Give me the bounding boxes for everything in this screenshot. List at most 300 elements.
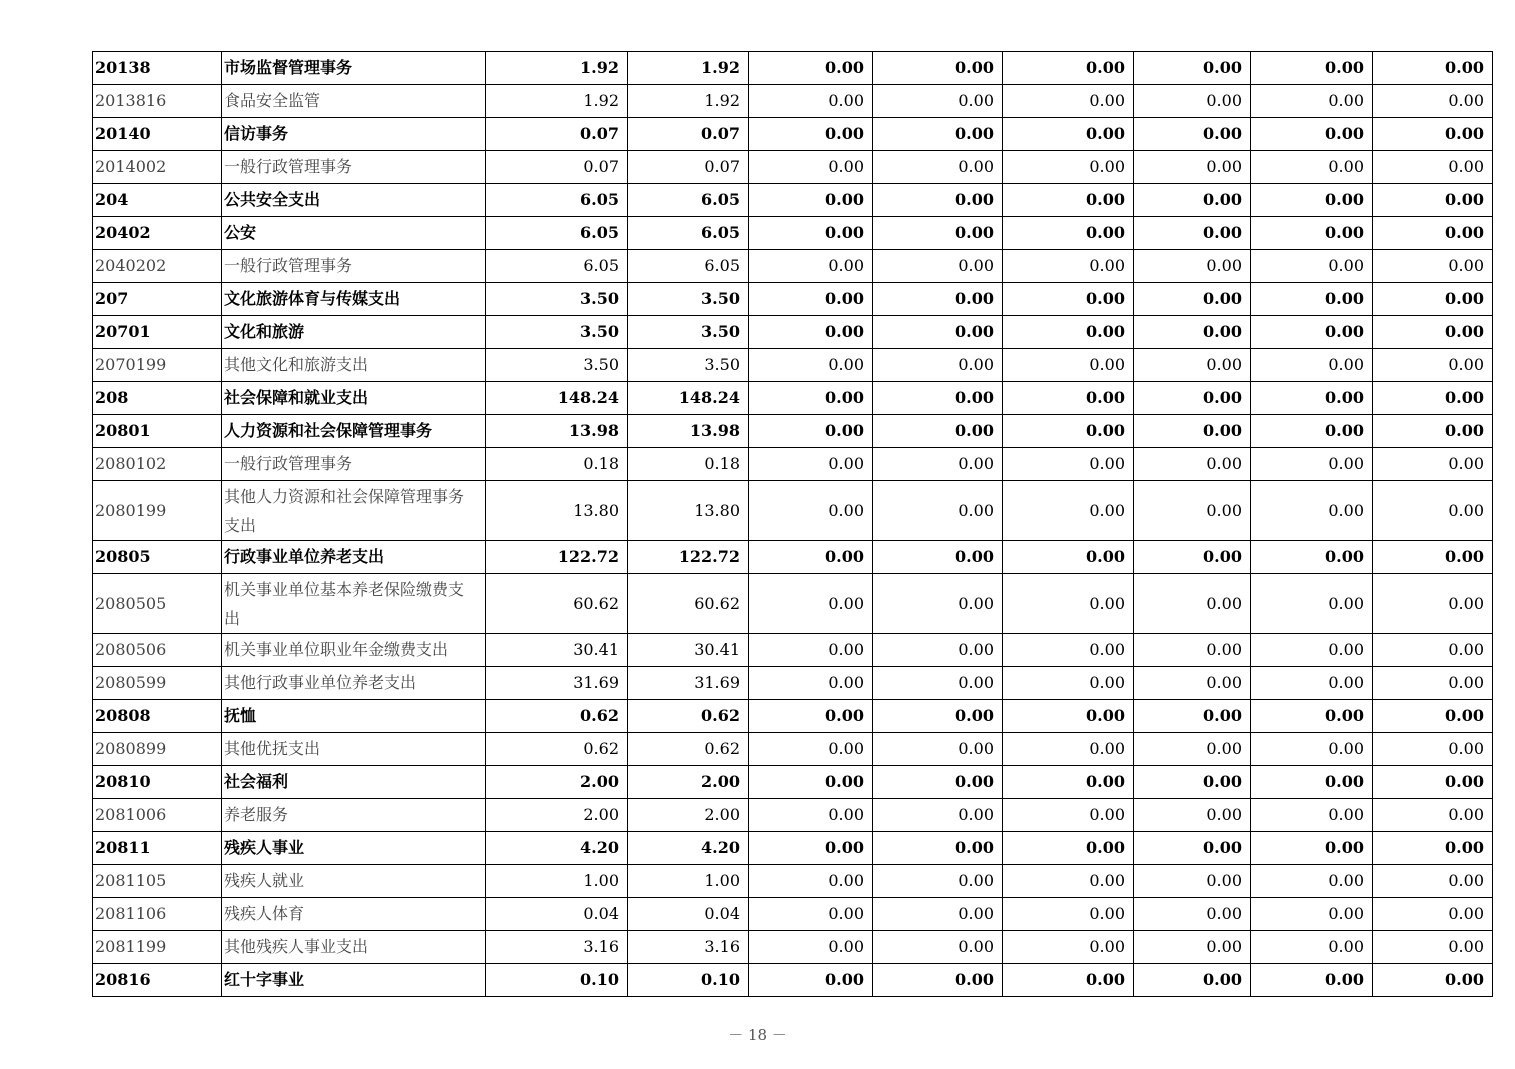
table-body — [93, 52, 1493, 997]
row-value: 0.00 — [1003, 217, 1134, 250]
row-name: 社会福利 — [222, 766, 486, 799]
row-value: 0.00 — [1373, 574, 1493, 634]
row-code: 2080102 — [93, 448, 222, 481]
row-value: 0.00 — [1134, 964, 1251, 997]
row-value: 0.00 — [1373, 898, 1493, 931]
row-code: 2080505 — [93, 574, 222, 634]
row-name: 机关事业单位基本养老保险缴费支出 — [222, 574, 486, 634]
row-value: 0.00 — [873, 250, 1003, 283]
row-value: 0.00 — [873, 898, 1003, 931]
row-value: 0.00 — [1003, 931, 1134, 964]
row-value: 30.41 — [486, 634, 628, 667]
row-value: 0.00 — [1251, 151, 1373, 184]
row-value: 0.07 — [628, 151, 749, 184]
row-name: 养老服务 — [222, 799, 486, 832]
row-value: 0.00 — [749, 151, 873, 184]
row-value: 3.50 — [628, 316, 749, 349]
row-value: 0.00 — [1373, 118, 1493, 151]
row-value: 0.00 — [749, 316, 873, 349]
row-value: 0.00 — [1134, 151, 1251, 184]
table-row — [93, 832, 1493, 865]
table-row — [93, 151, 1493, 184]
row-value: 0.00 — [749, 574, 873, 634]
row-name: 文化旅游体育与传媒支出 — [222, 283, 486, 316]
row-value: 0.00 — [1003, 541, 1134, 574]
row-value: 0.00 — [1134, 250, 1251, 283]
row-value: 0.00 — [1003, 184, 1134, 217]
row-code: 2040202 — [93, 250, 222, 283]
budget-table — [92, 51, 1493, 997]
row-value: 0.00 — [1373, 382, 1493, 415]
row-value: 0.00 — [1134, 283, 1251, 316]
row-value: 31.69 — [628, 667, 749, 700]
row-value: 0.10 — [628, 964, 749, 997]
row-value: 6.05 — [486, 250, 628, 283]
row-value: 0.00 — [1134, 898, 1251, 931]
row-value: 0.00 — [1373, 700, 1493, 733]
row-value: 0.00 — [873, 415, 1003, 448]
row-value: 0.00 — [1373, 799, 1493, 832]
row-value: 0.00 — [1134, 52, 1251, 85]
row-value: 0.00 — [1003, 349, 1134, 382]
table-row — [93, 184, 1493, 217]
row-name: 市场监督管理事务 — [222, 52, 486, 85]
row-code: 20138 — [93, 52, 222, 85]
row-value: 0.00 — [873, 574, 1003, 634]
row-value: 0.00 — [873, 931, 1003, 964]
row-value: 0.00 — [749, 52, 873, 85]
row-code: 2081106 — [93, 898, 222, 931]
row-value: 3.50 — [628, 283, 749, 316]
table-row — [93, 250, 1493, 283]
row-value: 0.18 — [628, 448, 749, 481]
row-value: 0.00 — [1373, 541, 1493, 574]
row-value: 0.00 — [749, 250, 873, 283]
row-value: 13.98 — [486, 415, 628, 448]
row-value: 0.00 — [1251, 700, 1373, 733]
row-code: 20701 — [93, 316, 222, 349]
row-value: 0.00 — [1373, 415, 1493, 448]
row-value: 0.00 — [873, 52, 1003, 85]
row-value: 0.62 — [486, 733, 628, 766]
table-row — [93, 481, 1493, 541]
row-value: 0.00 — [1134, 700, 1251, 733]
row-value: 0.00 — [1003, 898, 1134, 931]
row-value: 0.00 — [1134, 574, 1251, 634]
row-value: 0.00 — [1373, 448, 1493, 481]
row-value: 0.00 — [1003, 118, 1134, 151]
table-row — [93, 316, 1493, 349]
row-name: 其他文化和旅游支出 — [222, 349, 486, 382]
row-value: 0.00 — [1373, 250, 1493, 283]
row-value: 0.00 — [1003, 733, 1134, 766]
row-value: 0.00 — [1134, 733, 1251, 766]
row-value: 60.62 — [486, 574, 628, 634]
row-value: 0.00 — [1134, 766, 1251, 799]
row-value: 0.00 — [1134, 415, 1251, 448]
row-value: 1.92 — [628, 85, 749, 118]
row-value: 0.00 — [1003, 250, 1134, 283]
row-value: 122.72 — [486, 541, 628, 574]
row-value: 0.00 — [1251, 250, 1373, 283]
row-value: 0.00 — [1251, 415, 1373, 448]
row-value: 0.00 — [1251, 541, 1373, 574]
row-name: 信访事务 — [222, 118, 486, 151]
row-name: 公安 — [222, 217, 486, 250]
row-name: 其他残疾人事业支出 — [222, 931, 486, 964]
row-value: 0.00 — [1134, 382, 1251, 415]
row-value: 0.62 — [628, 700, 749, 733]
table-row — [93, 766, 1493, 799]
row-value: 0.10 — [486, 964, 628, 997]
row-value: 0.00 — [1003, 700, 1134, 733]
table-row — [93, 448, 1493, 481]
row-name: 红十字事业 — [222, 964, 486, 997]
row-value: 6.05 — [628, 184, 749, 217]
row-name: 社会保障和就业支出 — [222, 382, 486, 415]
row-value: 60.62 — [628, 574, 749, 634]
row-value: 0.00 — [1251, 316, 1373, 349]
table-row — [93, 700, 1493, 733]
table-row — [93, 964, 1493, 997]
row-value: 1.92 — [486, 85, 628, 118]
row-value: 0.00 — [749, 931, 873, 964]
row-value: 1.92 — [628, 52, 749, 85]
table-row — [93, 118, 1493, 151]
table-row — [93, 541, 1493, 574]
row-value: 0.00 — [1003, 766, 1134, 799]
row-value: 0.00 — [1003, 832, 1134, 865]
row-value: 0.62 — [628, 733, 749, 766]
row-code: 2080899 — [93, 733, 222, 766]
row-value: 0.00 — [873, 832, 1003, 865]
row-name: 其他优抚支出 — [222, 733, 486, 766]
table-row — [93, 349, 1493, 382]
row-value: 0.00 — [873, 184, 1003, 217]
row-value: 0.00 — [1003, 283, 1134, 316]
row-value: 3.16 — [628, 931, 749, 964]
row-value: 0.00 — [873, 382, 1003, 415]
row-value: 0.00 — [1373, 481, 1493, 541]
row-value: 0.00 — [873, 964, 1003, 997]
row-code: 204 — [93, 184, 222, 217]
row-value: 148.24 — [628, 382, 749, 415]
row-value: 0.00 — [749, 667, 873, 700]
row-code: 2013816 — [93, 85, 222, 118]
table-row — [93, 733, 1493, 766]
row-value: 0.00 — [749, 415, 873, 448]
table-row — [93, 217, 1493, 250]
table-row — [93, 52, 1493, 85]
row-value: 0.00 — [1134, 349, 1251, 382]
row-value: 0.00 — [1251, 349, 1373, 382]
row-value: 0.00 — [1373, 931, 1493, 964]
row-value: 0.00 — [1003, 316, 1134, 349]
row-value: 0.00 — [873, 481, 1003, 541]
row-value: 0.00 — [873, 700, 1003, 733]
row-value: 0.00 — [873, 151, 1003, 184]
row-value: 0.00 — [1003, 415, 1134, 448]
row-value: 0.00 — [1003, 382, 1134, 415]
row-name: 一般行政管理事务 — [222, 448, 486, 481]
row-value: 0.07 — [628, 118, 749, 151]
row-code: 2081199 — [93, 931, 222, 964]
row-value: 2.00 — [486, 766, 628, 799]
row-value: 6.05 — [486, 217, 628, 250]
row-value: 1.00 — [628, 865, 749, 898]
row-value: 0.00 — [1373, 865, 1493, 898]
row-value: 0.00 — [1251, 634, 1373, 667]
row-code: 20816 — [93, 964, 222, 997]
row-value: 0.00 — [749, 448, 873, 481]
row-value: 0.00 — [1134, 316, 1251, 349]
row-value: 0.00 — [1251, 733, 1373, 766]
table-row — [93, 634, 1493, 667]
row-value: 0.00 — [1003, 448, 1134, 481]
row-value: 0.00 — [1251, 574, 1373, 634]
row-value: 0.00 — [1003, 574, 1134, 634]
row-value: 0.00 — [1251, 382, 1373, 415]
row-value: 0.00 — [1373, 52, 1493, 85]
row-name: 抚恤 — [222, 700, 486, 733]
row-value: 13.80 — [628, 481, 749, 541]
row-value: 0.00 — [873, 733, 1003, 766]
row-value: 0.00 — [1003, 151, 1134, 184]
row-value: 0.00 — [1373, 316, 1493, 349]
row-name: 食品安全监管 — [222, 85, 486, 118]
row-value: 3.50 — [486, 316, 628, 349]
row-code: 2081105 — [93, 865, 222, 898]
row-name: 机关事业单位职业年金缴费支出 — [222, 634, 486, 667]
row-value: 0.00 — [1373, 151, 1493, 184]
row-value: 2.00 — [486, 799, 628, 832]
row-value: 2.00 — [628, 799, 749, 832]
row-name: 公共安全支出 — [222, 184, 486, 217]
row-name: 人力资源和社会保障管理事务 — [222, 415, 486, 448]
row-value: 0.00 — [873, 766, 1003, 799]
table-row — [93, 931, 1493, 964]
row-value: 3.50 — [628, 349, 749, 382]
row-value: 0.00 — [873, 283, 1003, 316]
row-value: 0.00 — [749, 349, 873, 382]
row-name: 其他人力资源和社会保障管理事务支出 — [222, 481, 486, 541]
row-value: 0.00 — [1134, 541, 1251, 574]
row-name: 残疾人事业 — [222, 832, 486, 865]
row-name: 文化和旅游 — [222, 316, 486, 349]
row-value: 0.00 — [1251, 667, 1373, 700]
row-code: 2070199 — [93, 349, 222, 382]
row-value: 0.00 — [749, 283, 873, 316]
row-name: 残疾人体育 — [222, 898, 486, 931]
row-code: 207 — [93, 283, 222, 316]
row-value: 0.00 — [1134, 118, 1251, 151]
row-value: 0.00 — [1134, 448, 1251, 481]
row-value: 0.00 — [1251, 931, 1373, 964]
row-value: 122.72 — [628, 541, 749, 574]
row-code: 2081006 — [93, 799, 222, 832]
row-value: 3.50 — [486, 349, 628, 382]
row-code: 20805 — [93, 541, 222, 574]
row-value: 0.00 — [749, 85, 873, 118]
row-value: 0.00 — [749, 541, 873, 574]
row-code: 20810 — [93, 766, 222, 799]
row-value: 0.00 — [1251, 865, 1373, 898]
row-value: 0.00 — [1134, 217, 1251, 250]
row-value: 0.00 — [1251, 799, 1373, 832]
row-value: 0.00 — [1003, 964, 1134, 997]
row-code: 20808 — [93, 700, 222, 733]
row-value: 0.00 — [1134, 634, 1251, 667]
row-value: 0.00 — [1134, 931, 1251, 964]
row-value: 0.00 — [1003, 52, 1134, 85]
row-value: 0.00 — [1251, 448, 1373, 481]
row-value: 0.00 — [873, 448, 1003, 481]
row-value: 0.00 — [749, 184, 873, 217]
row-value: 30.41 — [628, 634, 749, 667]
row-value: 0.00 — [1373, 217, 1493, 250]
row-value: 0.00 — [1134, 865, 1251, 898]
row-value: 0.00 — [1373, 283, 1493, 316]
row-value: 0.00 — [1134, 184, 1251, 217]
row-value: 0.00 — [749, 700, 873, 733]
table-row — [93, 865, 1493, 898]
row-value: 0.62 — [486, 700, 628, 733]
row-value: 0.00 — [749, 832, 873, 865]
row-value: 0.00 — [749, 733, 873, 766]
row-name: 残疾人就业 — [222, 865, 486, 898]
row-value: 0.00 — [1373, 85, 1493, 118]
row-value: 6.05 — [486, 184, 628, 217]
row-value: 0.00 — [1373, 349, 1493, 382]
row-code: 20811 — [93, 832, 222, 865]
row-value: 0.00 — [1251, 832, 1373, 865]
table-row — [93, 85, 1493, 118]
row-value: 0.00 — [873, 349, 1003, 382]
row-value: 0.07 — [486, 118, 628, 151]
row-value: 31.69 — [486, 667, 628, 700]
row-value: 0.00 — [1134, 667, 1251, 700]
row-value: 0.00 — [873, 85, 1003, 118]
row-code: 20140 — [93, 118, 222, 151]
table-row — [93, 898, 1493, 931]
row-value: 0.00 — [1003, 85, 1134, 118]
row-value: 0.00 — [1373, 766, 1493, 799]
row-value: 0.00 — [749, 481, 873, 541]
row-value: 0.00 — [1251, 283, 1373, 316]
row-value: 6.05 — [628, 217, 749, 250]
row-value: 0.00 — [873, 118, 1003, 151]
table-row — [93, 415, 1493, 448]
row-value: 0.04 — [486, 898, 628, 931]
row-value: 0.00 — [1373, 634, 1493, 667]
row-name: 一般行政管理事务 — [222, 151, 486, 184]
table-row — [93, 382, 1493, 415]
row-value: 0.00 — [1134, 85, 1251, 118]
row-code: 20801 — [93, 415, 222, 448]
row-value: 4.20 — [628, 832, 749, 865]
row-name: 行政事业单位养老支出 — [222, 541, 486, 574]
row-value: 0.00 — [749, 634, 873, 667]
row-value: 0.00 — [873, 217, 1003, 250]
row-value: 0.00 — [1134, 481, 1251, 541]
row-value: 0.00 — [1003, 799, 1134, 832]
row-value: 148.24 — [486, 382, 628, 415]
row-value: 0.00 — [749, 964, 873, 997]
row-value: 4.20 — [486, 832, 628, 865]
row-value: 0.00 — [1251, 184, 1373, 217]
row-value: 0.00 — [1251, 898, 1373, 931]
row-value: 0.00 — [1251, 481, 1373, 541]
row-value: 0.00 — [873, 634, 1003, 667]
row-value: 0.00 — [1003, 634, 1134, 667]
row-value: 13.98 — [628, 415, 749, 448]
row-value: 0.00 — [749, 382, 873, 415]
table-row — [93, 574, 1493, 634]
row-value: 1.00 — [486, 865, 628, 898]
row-code: 20402 — [93, 217, 222, 250]
row-value: 3.16 — [486, 931, 628, 964]
row-value: 3.50 — [486, 283, 628, 316]
row-value: 0.00 — [1251, 766, 1373, 799]
row-code: 2080199 — [93, 481, 222, 541]
row-value: 0.00 — [1251, 52, 1373, 85]
page-number: － 18 － — [728, 1026, 787, 1044]
row-code: 2080506 — [93, 634, 222, 667]
row-value: 0.00 — [873, 865, 1003, 898]
row-code: 208 — [93, 382, 222, 415]
row-value: 0.00 — [749, 865, 873, 898]
row-value: 0.00 — [749, 217, 873, 250]
row-value: 0.00 — [749, 898, 873, 931]
row-value: 0.00 — [1003, 481, 1134, 541]
row-value: 0.00 — [1251, 964, 1373, 997]
row-value: 0.00 — [1003, 667, 1134, 700]
row-value: 0.04 — [628, 898, 749, 931]
row-value: 13.80 — [486, 481, 628, 541]
row-value: 0.00 — [1373, 667, 1493, 700]
row-value: 0.00 — [1251, 118, 1373, 151]
row-value: 0.00 — [1373, 964, 1493, 997]
row-value: 0.00 — [749, 118, 873, 151]
table-row — [93, 667, 1493, 700]
row-value: 2.00 — [628, 766, 749, 799]
row-value: 0.07 — [486, 151, 628, 184]
row-value: 0.00 — [1373, 184, 1493, 217]
row-value: 0.00 — [1134, 832, 1251, 865]
row-value: 0.00 — [1251, 85, 1373, 118]
row-name: 其他行政事业单位养老支出 — [222, 667, 486, 700]
row-value: 0.00 — [873, 316, 1003, 349]
row-value: 0.00 — [873, 667, 1003, 700]
row-value: 0.00 — [1251, 217, 1373, 250]
row-name: 一般行政管理事务 — [222, 250, 486, 283]
table-row — [93, 283, 1493, 316]
row-value: 0.00 — [1373, 832, 1493, 865]
row-code: 2080599 — [93, 667, 222, 700]
row-value: 6.05 — [628, 250, 749, 283]
row-value: 0.00 — [1373, 733, 1493, 766]
row-value: 0.00 — [873, 541, 1003, 574]
table-row — [93, 799, 1493, 832]
row-value: 0.18 — [486, 448, 628, 481]
row-code: 2014002 — [93, 151, 222, 184]
row-value: 0.00 — [873, 799, 1003, 832]
row-value: 0.00 — [1134, 799, 1251, 832]
row-value: 0.00 — [749, 766, 873, 799]
row-value: 0.00 — [749, 799, 873, 832]
row-value: 0.00 — [1003, 865, 1134, 898]
row-value: 1.92 — [486, 52, 628, 85]
